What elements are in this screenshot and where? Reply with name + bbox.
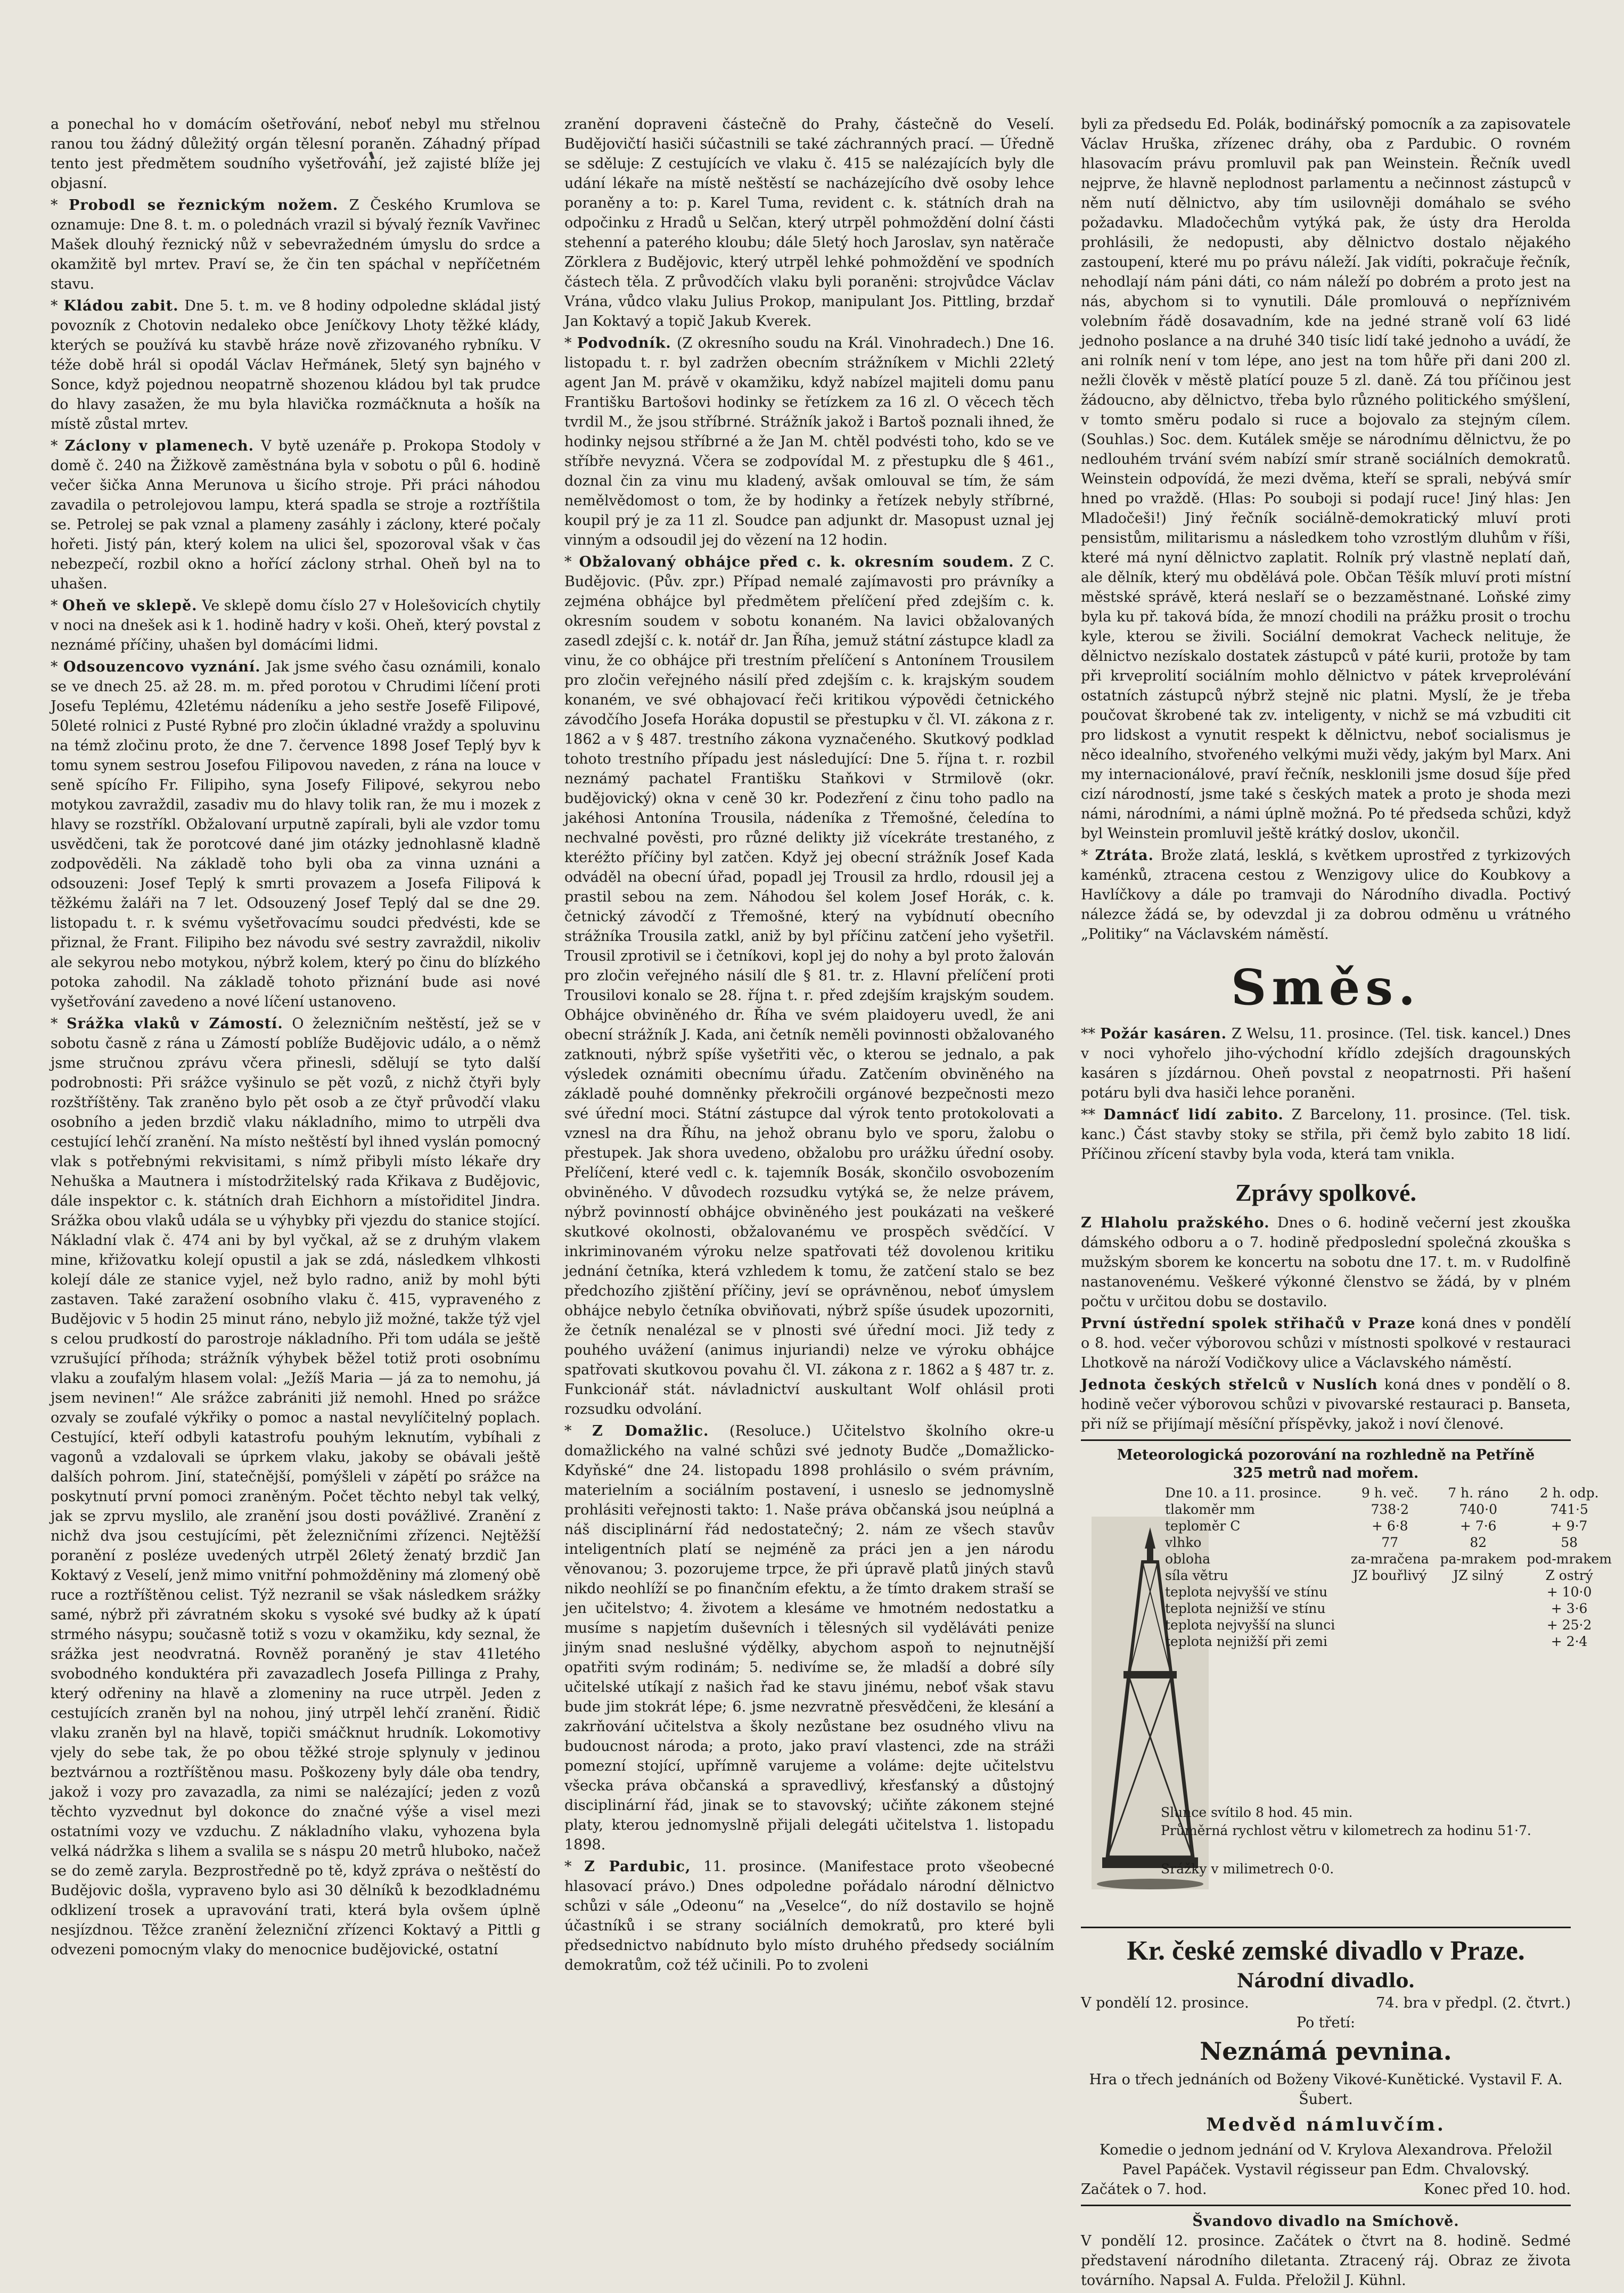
club-notice: První ústřední spolek střihačů v Praze koná dnes v pondělí o 8. hod. večer výborovou schůzi v místnosti spolkové v restauraci Lhotkově na nároží Vodičkovy ulice a Václavského náměstí. <box>1081 1315 1571 1371</box>
table-row: teploměr C + 6·8 + 7·6 + 9·7 <box>1165 1518 1588 1534</box>
theatre-date-line: V pondělí 12. prosince. 74. bra v předpl. (2. čtvrt.) <box>1081 1995 1571 2011</box>
club-notice: Jednota českých střelců v Nuslích koná dnes v pondělí o 8. hodině večer výborovou schůzi v pivovarské restauraci p. Banseta, při níž se přijímají měsíční příspěvky, jakož i noví členové. <box>1081 1377 1571 1432</box>
meteo-subtitle: 325 metrů nad mořem. <box>1233 1465 1419 1481</box>
table-row: vlhko 77 82 58 <box>1165 1535 1578 1550</box>
divider <box>1081 2205 1571 2206</box>
club-notice: Z Hlaholu pražského. Dnes o 6. hodině večerní jest zkouška dámského odboru a o 7. hodině předposlední společná zkouška s mužským sborem ke koncertu na sobotu dne 17. t. m. v Rudolfině nastanovenému. Veškeré výkonné členstvo se žádá, by v plném počtu v určitou dobu se dostavilo. <box>1081 1215 1571 1310</box>
article-headline: Odsouzencovo vyznání. <box>63 659 261 675</box>
table-row: tlakoměr mm 738·2 740·0 741·5 <box>1165 1502 1588 1517</box>
theatre-play-2: Medvěd námluvčím. <box>1206 2114 1446 2135</box>
article-headline: Kládou zabit. <box>63 298 179 314</box>
meteo-block <box>1081 1485 1612 1921</box>
theatre-play: Neznámá pevnina. <box>1200 2037 1452 2066</box>
table-row: síla větru JZ bouřlivý JZ silný Z ostrý <box>1165 1568 1593 1583</box>
divider <box>1081 1927 1571 1928</box>
table-row: teplota nejnižší při zemi + 2·4 <box>1165 1634 1588 1649</box>
article: * Probodl se řeznickým nožem. Z Českého Krumlova se oznamuje: Dne 8. t. m. o polednách vrazil si bývalý řezník Vavřinec Mašek dlouhý řeznický nůž v sebevražedném úmyslu do srdce a okamžitě byl mrtev. Praví se, že čin ten spáchal v nepříčetném stavu. <box>51 197 540 292</box>
column-1 <box>51 114 540 2231</box>
article: * Srážka vlaků v Zámostí. O železničním neštěstí, jež se v sobotu časně z rána u Zámostí poblíže Budějovic událo, a o němž jsme stručnou zprávu včera přinesli, sdělují se tyto další podrobnosti: Při srážce vyšinulo se pět vozů, z nichž čtyři byly rozštříštěny. Tak zraněno bylo pět osob a ze čtyř průvodčí vlaku osobního a jeden brzdič vlaku nákladního, mimo to utrpěli dva cestující lehčí zranění. Na místo neštěstí byl ihned vyslán pomocný vlak s potřebnými rekvisitami, s nímž přibyli místo lékaře dry Nehuška a Mautnera i místodržitelský rada Křikava z Budějovic, dále inspektor c. k. státních drah Eichhorn a místořiditel Jindra. Srážka obou vlaků udála se u výhybky při vjezdu do stanice stojící. Nákladní vlak č. 474 ani by byl vyčkal, až se z druhým vlakem mine, křižovatku kolejí opustil a jak se zdá, následkem vlhkosti kolejí dále ze stanice vyjel, než bylo radno, aniž by mohl býti zastaven. Také zaražení osobního vlaku č. 415, vypraveného z Budějovic v 5 hodin 25 minut ráno, nebylo již možné, takže týž vjel s celou prudkostí do parostroje nákladního. Při tom udála se ještě vzrušující příhoda; strážník výhybek běžel totiž proti osobnímu vlaku a zoufalým hlasem volal: „Ježíš Maria — já za to nemohu, já jsem nevinen!“ Ale srážce zabrániti již nemohl. Hned po srážce ozvaly se zoufalé výkřiky o pomoc a nastal nevylíčitelný poplach. Cestující, kteří odbyli katastrofu pouhým leknutím, vybíhali z vagonů a vzdalovali se úprkem vlaku, jakoby se obávali ještě dalších pohrom. Jiní, statečnější, pomýšleli v zápětí po srážce na poskytnutí první pomoci zraněným. Počet těchto nebyl tak velký, jak se zprvu myslilo, ale zranění jsou dosti povážlivé. Zranění z nichž dva jsou cestujícími, pět železničními zřízenci. Nejtěžší poranění z posléze uvedených utrpěl 26letý ženatý brzdič Jan Koktavý z Veselí, jenž mimo vnitřní pohmožděniny má zlomený obě ruce a roztříštěnou celist. Týž nezranil se však následkem srážky samé, nýbrž při závratném skoku s vysoké své budky až k úpatí strmého násypu; současně totiž s vozu v okamžiku, kdy seznal, že srážka jest neodvratná. Rovněž poraněný je stav 41letého svobodného konduktéra při zavazadlech Josefa Pillinga z Prahy, který odřeniny na hlavě a zlomeniny na ruce utrpěl. Jeden z cestujících zraněn byl na nohou, jiný utrpěl lehčí zranění. Řidič vlaku zraněn byl na hlavě, topiči smáčknut hrudník. Lokomotivy vjely do sebe tak, že po obou těžké stroje splynuly v jedinou beztvárnou a roztříštěnou masu. Poškozeny byly dále oba tendry, jakož i vozy pro zavazadla, za nimi se nalézající; jeden z vozů těchto vyzvednut byl dokonce do značné výše a visel mezi ostatními vozy ve vzduchu. Z nákladního vlaku, vyhozena byla velká nádržka s lihem a svalila se s náspu 20 metrů hluboko, načež se do země zaryla. Bezprostředně po tě, když zpráva o neštěstí do Budějovic došla, vypraveno bylo asi 30 dělníků k bezodkladnému odklizení trosek a upravování trati, která byla ovšem úplně nesjízdnou. Těžce zranění železniční zřízenci Koktavý a Pittli g odvezeni pomocným vlaky do menocnice budějovické, ostatní <box>51 1016 540 1958</box>
meteo-table: Dne 10. a 11. prosince. 9 h. več. 7 h. ráno 2 h. odp. tlakoměr mm 738·2 740·0 741·5 teploměr C + 6·8 + 7·6 + 9·7 vlhko 77 82 58 obloha za-mračena pa-mrakem pod-mrakem síla větru JZ bouřlivý JZ silný Z ostrý teplota nejvyšší ve stínu + 10·0 teplota nejnižší ve stínu + 3·6 teplota nejvyšší na slunci + 25·2 teplota nejnižší při zemi + 2·4 <box>1161 1485 1616 1650</box>
theatre-times: Začátek o 7. hod. Konec před 10. hod. <box>1081 2181 1571 2198</box>
article-headline: Oheň ve sklepě. <box>62 597 198 614</box>
article-paragraph: a ponechal ho v domácím ošetřování, neboť nebyl mu střelnou ranou tou žádný důležitý orgán tělesní poraněn. Záhadný případ tento jest předmětem soudního vyšetřování, jež zajisté blíže jej objasní. <box>51 116 540 192</box>
article: ** Damnácť lidí zabito. Z Barcelony, 11. prosince. (Tel. tisk. kanc.) Část stavby stoky se střila, při čemž bylo zabito 18 lidí. Příčinou zřícení stavby byla voda, která tam vnikla. <box>1081 1107 1571 1162</box>
article-headline: Podvodník. <box>577 335 671 351</box>
article: * Záclony v plamenech. V bytě uzenáře p. Prokopa Stodoly v domě č. 240 na Žižkově zaměstnána byla v sobotu o půl 6. hodině večer šička Anna Merunova u šicího stroje. Při práci náhodou zavadila o petrolejovou lampu, která spadla se stroje a roztříštila se. Petrolej se pak vznal a plameny zasáhly i záclony, které počaly hořeti. Jistý pán, který kolem na ulici šel, spozoroval však v čas nebezpečí, rozbil okno a hořící záclony strhal. Oheň byl na to uhašen. <box>51 438 540 592</box>
article: * Ztráta. Brože zlatá, lesklá, s květkem uprostřed z tyrkizových kaménků, ztracena cestou z Wenzigovy ulice do Koubkovy a Havlíčkovy a dále po tramvaji do Národního divadla. Poctivý nálezce žádá se, by odevzdal ji za dobrou odměnu u vrátného „Politiky“ na Václavském náměstí. <box>1081 847 1571 943</box>
theatre-first: Po třetí: <box>1296 2014 1356 2031</box>
article-headline: Probodl se řeznickým nožem. <box>69 197 339 214</box>
article: * Z Pardubic, 11. prosince. (Manifestace proto všeobecné hlasovací právo.) Dnes odpoledne pořádalo národní dělnictvo schůzi v sále „Odeonu“ na „Veselce“, do níž dostavilo se hojně účastníků i se strany sociálních demokratů, pro které byli předsednictvo nabídnuto bylo místo druhého předsedy sociálním demokratům, což též učinili. Po to zvoleni <box>564 1858 1054 1973</box>
table-row: teplota nejvyšší ve stínu + 10·0 <box>1165 1584 1592 1600</box>
smichov-text: V pondělí 12. prosince. Začátek o čtvrt na 8. hodině. Sedmé představení národního diletanta. Ztracený ráj. Obraz ze života továrního. Napsal A. Fulda. Přeložil J. Kühnl. <box>1081 2233 1571 2289</box>
article: ** Požár kasáren. Z Welsu, 11. prosince. (Tel. tisk. kancel.) Dnes v noci vyhořelo jiho-východní křídlo zdejších dragounských kasáren s jízdárnou. Oheň povstal z neopatrnosti. Při hašení potáru byli dva hasiči lehce poraněni. <box>1081 1026 1571 1101</box>
column-2 <box>564 114 1054 2231</box>
article-headline: Srážka vlaků v Zámostí. <box>67 1016 283 1032</box>
meteo-title: Meteorologická pozorování na rozhledně na Petříně <box>1117 1447 1535 1463</box>
meteo-rain: Srážky v milimetrech 0·0. <box>1161 1861 1334 1877</box>
article: * Odsouzencovo vyznání. Jak jsme svého času oznámili, konalo se ve dnech 25. až 28. m. m. před porotou v Chrudimi líčení proti Josefu Teplému, 42letému nádeníku a jeho sestře Josefě Filipové, 50leté rolnici z Pusté Rybné pro zločin úkladné vraždy a spoluvinu na témž zločinu proto, že dne 7. července 1898 Josef Teplý byv k tomu synem sestrou Josefou Filipovou naveden, z rána na louce v seně spícího Fr. Filipiho, syna Josefy Filipové, sekyrou nebo motykou zavraždil, zasadiv mu do hlavy tolik ran, že mu i mozek z hlavy se rozstříkl. Obžalovaní urputně zapírali, byli ale vzdor tomu usvědčeni, tak že porotcové dané jim otázky jednohlasně kladně zodpověděli. Na základě toho byli oba za vinna uznáni a odsouzeni: Josef Teplý k smrti provazem a Josefa Filipová k těžkému žaláři na 7 let. Odsouzený Josef Teplý dal se dne 29. listopadu t. r. k svému vyšetřovacímu soudci předvésti, kde se přiznal, že Frant. Filipiho bez návodu své sestry zavraždil, nikoliv ale sekyrou nebo motykou, nýbrž kolem, který po činu do blízkého potoka zahodil. Na základě tohoto přiznání bude asi nové vyšetřování zavedeno a nové líčení ustanoveno. <box>51 659 541 1010</box>
table-row: obloha za-mračena pa-mrakem pod-mrakem <box>1165 1551 1612 1567</box>
theatre-subtitle: Národní divadlo. <box>1236 1970 1415 1992</box>
article-paragraph: zranění dopraveni částečně do Prahy, částečně do Veselí. Budějovičtí hasiči súčastnili se také záchranných prací. — Úředně se sděluje: Z cestujících ve vlaku č. 415 se nalézajících byly dle udání lékaře na místě neštěstí se nacházejícího dvě osoby lehce poraněny a to: p. Karel Tuma, revident c. k. státních drah na odpočinku z Hradů u Selčan, který utrpěl pohmoždění dolní části stehenní a paterého kloubu; dále 5letý hoch Jaroslav, syn natěrače Zörklera z Budějovic, který utrpěl lehké pohmoždění ve spodních částech těla. Z průvodčích vlaku byli poraněni: strojvůdce Václav Vrána, vůdco vlaku Julius Prokop, manipulant Jos. Pittling, brzdař Jan Koktavý a topič Jakub Kverek. <box>564 116 1054 330</box>
meteo-wind: Průměrná rychlost větru v kilometrech za hodinu 51·7. <box>1161 1823 1531 1838</box>
article: * Kládou zabit. Dne 5. t. m. ve 8 hodiny odpoledne skládal jistý povozník z Chotovin nedaleko obce Jeníčkovy Lhoty těžké klády, kterých se používá ku stavbě hráze nově zřizovaného rybníku. V téže době hrál si opodál Václav Heřmánek, 5letý syn bajného v Sonce, když pojednou neopatrně shozenou kládou byl tak prudce do hlavy zasažen, že mu byla hlavička rozmáčknuta a hošík na místě zůstal mrtev. <box>51 298 540 432</box>
meteo-sun: Slunce svítilo 8 hod. 45 min. <box>1161 1805 1353 1820</box>
section-title-smes: Směs. <box>1231 959 1421 1016</box>
article-headline: Záclony v plamenech. <box>64 438 255 454</box>
article-paragraph: byli za předsedu Ed. Polák, bodinářský pomocník a za zapisovatele Václav Hruška, zřízenec dráhy, oba z Pardubic. O rovném hlasovacím právu promluvil pak pan Weinstein. Řečník uvedl nejprve, že hlavně neplodnost parlamentu a nečinnost zástupců v něm nutí dělnictvo, aby tím usilovněji domáhalo se svého požadavku. Mladočechům vytýká pak, že ústy dra Herolda prohlásili, že nedopusti, aby dělnictvo dostalo nějakého zastoupení, které mu po právu náleží. Jak vidíti, pokračuje řečník, nehodlají nám páni dáti, co nám náleží po dobrém a proto jest na nás, abychom si to vynutili. Dále promlouvá o nepříznivém volebním řádě dosavadním, kde na jedné straně volí 63 lidé jednoho poslance a na druhé 340 tisíc lidí také jednoho a uvádí, že ani rolník není v tom lépe, ano jest na tom hůře při dani 200 zl. nežli člověk v městě platící pouze 5 zl. daně. Zá tou příčinou jest žádoucno, aby dělnictvo, třeba bylo různého politického smýšlení, v tomto směru podalo si ruce a bojovalo za stejným cílem. (Souhlas.) Soc. dem. Kutálek směje se národnímu dělnictvu, že po nedlouhém trvání svém nabízí smír straně sociálních demokratů. Weinstein odpovídá, že mezi dvěma, kteří se sprali, nebývá smír hned po vraždě. (Hlas: Po souboji si podají ruce! Jiný hlas: Jen Mladočeši!) Jiný řečník sociálně-demokratický mluví proti pensistům, militarismu a následkem toho vzrostlým dluhům v říši, které má nyní dělnictvo zaplatit. Rolník prý vlastně neplatí daň, ale dělník, který mu obdělává pole. Občan Těšík mluví proti místní městské správě, která neslaří se o bezzaměstnané. Loňské zimy byla ku př. taková bída, že mnozí chodili na prážku prosit o trochu kyle, kterou se živili. Sociální demokrat Vacheck nelituje, že dělnictvo nezískalo dostatek zástupců v páté kurii, protože by tam při krveprolití sociálním mohlo dělnictvo v pátek krveprolévání ostatních zástupců nýbrž stejně nic platni. Myslí, že je třeba poučovat škrobené tak zv. inteligenty, v nichž se má vzbuditi cit pro lidskost a vynutit respekt k dělnictvu, neboť socialismus je něco idealního, stvořeného velkými muži vědy, jakým byl Marx. Ani my internacionálové, praví řečník, nesklonili jsme dosud šíje před cizí národností, jsme také s českých matek a proto je shoda mezi námi, národními, a námi úplně možná. Po té předseda schůzi, když byl Weinstein promluvil ještě krátký doslov, ukončil. <box>1081 116 1571 842</box>
article-headline: Požár kasáren. <box>1100 1026 1227 1042</box>
smichov-title: Švandovo divadlo na Smíchově. <box>1192 2213 1459 2230</box>
divider <box>1081 1439 1571 1441</box>
theatre-desc: Hra o třech jednáních od Boženy Vikové-Kunětické. Vystavil F. A. Šubert. <box>1089 2071 1563 2108</box>
article-headline: Z Domažlic. <box>592 1423 709 1439</box>
theatre-title: Kr. české zemské divadlo v Praze. <box>1127 1936 1525 1966</box>
article-headline: Obžalovaný obhájce před c. k. okresním soudem. <box>579 554 1014 570</box>
table-row: teplota nejvyšší na slunci + 25·2 <box>1165 1617 1592 1633</box>
column-3 <box>1081 114 1612 2289</box>
section-title-spolky: Zprávy spolkové. <box>1235 1179 1416 1206</box>
theatre-desc-2: Komedie o jednom jednání od V. Krylova Alexandrova. Přeložil Pavel Papáček. Vystavil régisseur pan Edm. Chvalovský. <box>1099 2142 1553 2178</box>
article: * Podvodník. (Z okresního soudu na Král. Vinohradech.) Dne 16. listopadu t. r. byl zadržen obecním strážníkem v Michli 22letý agent Jan M. právě v okamžiku, když nabízel majiteli domu panu Františku Bartošovi hodinky se řetízkem za 16 zl. O věcech těch tvrdil M., že jsou stříbrné. Strážník jakož i Bartoš poznali ihned, že hodinky nejsou stříbrné a že Jan M. chtěl podvésti toho, kdo se ve stříbře nevyzná. Včera se zodpovídal M. z přestupku dle § 461., doznal čin za vinu mu kladený, avšak omlouval se tím, že sám nemělvědomost o tom, že by hodinky a řetízek nebyly stříbrné, koupil prý je za 11 zl. Soudce pan adjunkt dr. Masopust uznal jej vinným a odsoudil jej do vězení na 12 hodin. <box>564 335 1054 548</box>
article-headline: Z Pardubic, <box>584 1858 691 1875</box>
article-headline: Damnácť lidí zabito. <box>1103 1107 1284 1123</box>
article: * Obžalovaný obhájce před c. k. okresním soudem. Z C. Budějovic. (Pův. zpr.) Případ nemalé zajímavosti pro právníky a zejména obhájce byl předmětem přelíčení před zdejším c. k. okresním soudem v sobotu konaném. Na lavici obžalovaných zasedl zdejší c. k. notář dr. Jan Říha, jemuž státní zástupce kladl za vinu, že co obhájce při trestním přelíčení s Antonínem Trousilem pro zločin veřejného násilí před zdejším c. k. krajským soudem konaném, ve své obhajovací řeči kritikou výpovědi četnického závodčího Josefa Horáka dopustil se přestupku v čl. VI. zákona z r. 1862 a v § 487. trestního zákona vyznačeného. Skutkový podklad tohoto trestního případu jest následující: Dne 5. října t. r. rozbil neznámý pachatel Františku Staňkovi v Strmilově (okr. budějovický) okna v ceně 30 kr. Podezření z činu toho padlo na jakéhosi Antonína Trousila, nádeníka z Třemošné, čeledína to nechvalné pověsti, pro různé delikty již vícekráte trestaného, z kteréžto příčiny byl zatčen. Když jej obecní strážník Josef Kada odváděl na obecní úřad, popadl jej Trousil za hrdlo, rdousil jej a prastil sebou na zem. Náhodou šel kolem Josef Horák, c. k. četnický závodčí z Třemošné, který na vybídnutí obecního strážníka Trousila zatkl, aniž by byl příčinu zatčení jeho vyšetřil. Trousil zprotivil se i četníkovi, kopl jej do nohy a byl proto žalován pro zločin veřejného násilí dle § 81. tr. z. Hlavní přelíčení proti Trousilovi konalo se 28. října t. r. před zdejším krajským soudem. Obhájce obviněného dr. Říha ve svém plaidoyeru uvedl, že ani obecní strážník J. Kada, ani četník neměli povinnosti obžalovaného zatknouti, nýbrž spíše vyšetřiti věc, o kterou se jednalo, a pak výsledek oznámiti obecnímu úřadu. Zatčením obviněného na základě pouhé domněnky překročili orgánové bezpečnosti mezo své úřední moci. Státní zástupce dal výrok tento protokolovati a vznesl na dra Říhu, na jehož obranu bylo ve sporu, žalobu o přestupek. Jak shora uvedeno, obžalobu pro urážku úřední osoby. Přelíčení, které vedl c. k. tajemník Bosák, skončilo osvobozením obviněného. V důvodech rozsudku vytýká se, že nelze právem, nýbrž povinností obhájce obviněného jest poukázati na veškeré skutkové okolnosti, obžalovanému ve prospěch svědčící. V inkriminovaném výroku nelze spatřovati též dovolenou kritiku jednání četníka, která vzhledem k tomu, že zatčení stalo se bez předchozího zjištění příčiny, jeví se oprávněnou, neboť úmyslem obhájce nebylo četníka obviňovati, nýbrž spíše úsudek upozorniti, že četník nenalézal se v plnosti své úřední moci. Již tedy z pouhého uvážení (animus injuriandi) nelze ve výroku obhájce spatřovati skutkovou povahu čl. VI. zákona z r. 1862 a § 487 tr. z. Funkcionář stát. návladnictví auskultant Wolf ohlásil proti rozsudku odvolání. <box>564 554 1054 1418</box>
table-row: teplota nejnižší ve stínu + 3·6 <box>1165 1601 1588 1616</box>
article: * Z Domažlic. (Resoluce.) Učitelstvo školního okre-u domažlického na valné schůzi své jednoty Budče „Domažlicko-Kdyňské“ dne 24. listopadu 1898 prohlásilo o svém právním, materielním a sociálním postavení, i usneslo se jednomyslně prohlásiti veřejnosti takto: 1. Naše práva občanská jsou neúplná a náš disciplinární řád nedostatečný; 2. nám ze všech stavův inteligentních platí se nejméně za práci jen a jen národu věnovanou; 3. pozorujeme trpce, že při úpravě platů jiných stavů nikdo neohlíží se po finančním efektu, a že tímto drakem straší se jen učitelstvo; 4. životem a klesáme ve hmotném nedostatku a musíme s napjetím duševních i tělesných sil vyděláváti penize jiným snad neslušné výdělky, abychom aspoň to nejnutnější opatřiti svým rodinám; 5. nedivíme se, že mladší a dobré síly učitelské utíkají z našich řad ke stavu jinému, neboť však stavu bude jim stokrát lépe; 6. jsme nezvratně přesvědčeni, že klesání a zakrňování učitelstva a školy nezůstane bez osudného vlivu na budoucnost národa; a proto, jako praví vlastenci, zde na stráži pomezní stojící, upřímně varujeme a voláme: dejte učitelstvu všecka práva občanská a spravedlivý, křesťanský a důstojný disciplinární řád, jinak se to stavovský; učiňte zákonem stejné platy, kterou jednomyslně přijali delegáti učitelstva 1. listopadu 1898. <box>564 1423 1054 1853</box>
newspaper-page <box>51 114 1612 2289</box>
article: * Oheň ve sklepě. Ve sklepě domu číslo 27 v Holešovicích chytily v noci na dnešek asi k 1. hodině hadry v koši. Oheň, který povstal z neznámé příčiny, uhašen byl domácími lidmi. <box>51 597 540 653</box>
article-headline: Ztráta. <box>1095 847 1154 864</box>
